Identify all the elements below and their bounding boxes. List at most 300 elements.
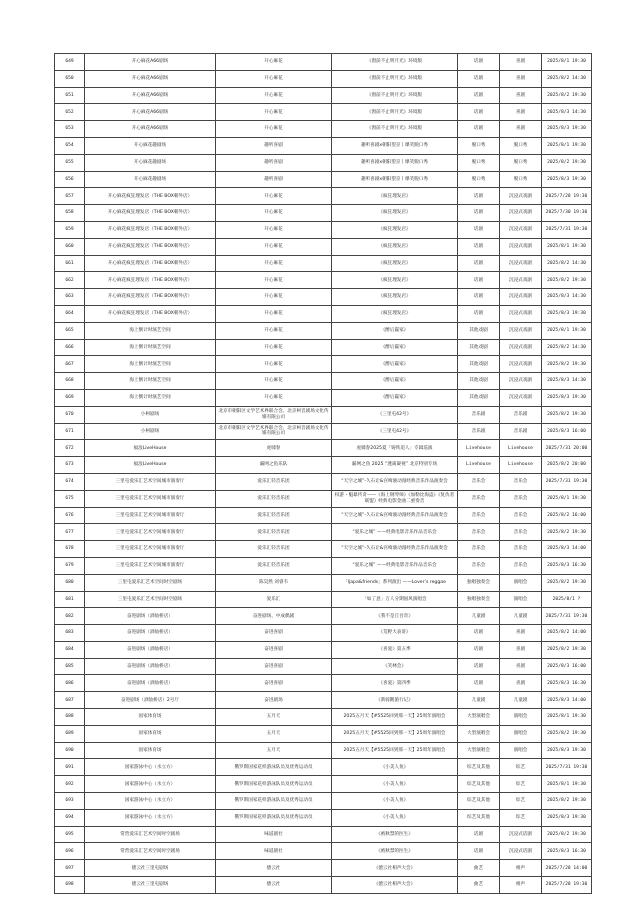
cell-row-number: 671: [55, 423, 85, 440]
cell-subcategory: 相声: [500, 877, 542, 894]
cell-show-time: 2025/8/3 19:30: [542, 389, 592, 406]
cell-organizer: 俄罗斯国家花样游泳队员及优秀运动员: [216, 759, 332, 776]
cell-category: 话剧: [458, 641, 500, 658]
cell-program-title: 趣听喜剧x朝阳望京丨爆笑脱口秀: [332, 171, 458, 188]
cell-organizer: 开心麻花: [216, 188, 332, 205]
cell-program-title: 《窗前不止明月光》环境版: [332, 54, 458, 71]
cell-subcategory: 沉浸式戏剧: [500, 289, 542, 306]
cell-organizer: 爱乐汇轻音乐团: [216, 473, 332, 490]
cell-show-time: 2025/8/3 16:30: [542, 557, 592, 574]
cell-row-number: 678: [55, 541, 85, 558]
table-row: [55, 389, 592, 406]
performance-table: [54, 53, 592, 894]
cell-venue: 三里屯爱乐汇艺术空间时空剧场: [85, 591, 216, 608]
table-row: [55, 137, 592, 154]
cell-program-title: 《我不是丘吾奇》: [332, 608, 458, 625]
cell-subcategory: 喜剧: [500, 641, 542, 658]
cell-venue: 三里屯爱乐汇艺术空间城市演奏厅: [85, 507, 216, 524]
cell-venue: 开心麻花趣剧场: [85, 154, 216, 171]
cell-venue: 国家游泳中心（水立方）: [85, 793, 216, 810]
cell-show-time: 2025/8/1 19:30: [542, 54, 592, 71]
table-row: [55, 759, 592, 776]
cell-subcategory: 演唱会: [500, 742, 542, 759]
performance-table-body: [55, 54, 592, 894]
table-row: [55, 54, 592, 71]
cell-subcategory: 喜剧: [500, 658, 542, 675]
cell-subcategory: 演唱会: [500, 725, 542, 742]
cell-show-time: 2025/8/2 14:30: [542, 255, 592, 272]
cell-category: 话剧: [458, 104, 500, 121]
table-row: [55, 356, 592, 373]
cell-show-time: 2025/8/3 19:30: [542, 171, 592, 188]
cell-show-time: 2025/8/3 19:30: [542, 742, 592, 759]
cell-subcategory: 脱口秀: [500, 154, 542, 171]
cell-subcategory: 喜剧: [500, 104, 542, 121]
cell-row-number: 691: [55, 759, 85, 776]
cell-show-time: 2025/8/3 19:30: [542, 121, 592, 138]
cell-organizer: 开心麻花: [216, 255, 332, 272]
cell-row-number: 663: [55, 289, 85, 306]
cell-row-number: 696: [55, 843, 85, 860]
cell-category: Livehouse: [458, 440, 500, 457]
cell-row-number: 694: [55, 809, 85, 826]
cell-subcategory: 音乐会: [500, 507, 542, 524]
cell-organizer: 德云社: [216, 860, 332, 877]
cell-venue: 开心麻花A66剧场: [85, 54, 216, 71]
cell-subcategory: 综艺: [500, 776, 542, 793]
cell-organizer: 爱乐汇: [216, 591, 332, 608]
cell-show-time: 2025/7/31 19:30: [542, 221, 592, 238]
cell-organizer: 爱乐汇轻音乐团: [216, 507, 332, 524]
cell-organizer: 开心麻花: [216, 389, 332, 406]
table-row: [55, 205, 592, 222]
cell-row-number: 680: [55, 574, 85, 591]
cell-organizer: 味道剧社: [216, 826, 332, 843]
cell-venue: 三里屯爱乐汇艺术空间城市演奏厅: [85, 490, 216, 507]
cell-subcategory: 儿童剧: [500, 608, 542, 625]
cell-venue: 开心麻花A66剧场: [85, 104, 216, 121]
cell-program-title: 《疯狂理发店》: [332, 188, 458, 205]
cell-program-title: 《窗前不止明月光》环境版: [332, 70, 458, 87]
cell-program-title: 《荒野大表哥》: [332, 625, 458, 642]
cell-organizer: 俄罗斯国家花样游泳队员及优秀运动员: [216, 809, 332, 826]
cell-organizer: 开心麻花: [216, 339, 332, 356]
cell-organizer: 五月天: [216, 709, 332, 726]
cell-category: 话剧: [458, 289, 500, 306]
cell-venue: 三里屯爱乐汇艺术空间城市演奏厅: [85, 557, 216, 574]
cell-organizer: 北京市朝阳区文学艺术界联合会、北京柯音剧场文化传媒有限公司: [216, 423, 332, 440]
table-row: [55, 473, 592, 490]
cell-subcategory: 沉浸式戏剧: [500, 238, 542, 255]
cell-organizer: 开心麻花: [216, 221, 332, 238]
cell-program-title: 《喜爱》第五季: [332, 641, 458, 658]
cell-show-time: 2025/8/2 14:30: [542, 70, 592, 87]
cell-program-title: 《疯狂理发店》: [332, 289, 458, 306]
cell-program-title: 《被秋禁的医生》: [332, 843, 458, 860]
cell-category: 儿童剧: [458, 692, 500, 709]
cell-organizer: 开心麻花: [216, 104, 332, 121]
cell-program-title: 《笑林会》: [332, 658, 458, 675]
cell-program-title: “天空之城”-久石让&宫崎骏动漫经典音乐作品演奏会: [332, 541, 458, 558]
table-row: [55, 877, 592, 894]
cell-show-time: 2025/8/3 19:30: [542, 809, 592, 826]
cell-show-time: 2025/7/31 19:30: [542, 759, 592, 776]
cell-venue: 海上倒计时演艺空间: [85, 356, 216, 373]
cell-show-time: 2025/8/3 16:00: [542, 423, 592, 440]
cell-organizer: 漏网之鱼乐队: [216, 457, 332, 474]
cell-row-number: 653: [55, 121, 85, 138]
cell-venue: 三里屯爱乐汇艺术空间时空剧场: [85, 574, 216, 591]
cell-category: 其他戏剧: [458, 339, 500, 356]
cell-show-time: 2025/8/3 14:30: [542, 104, 592, 121]
cell-program-title: 2025五月天【#5525回到那一天】25周年演唱会: [332, 742, 458, 759]
cell-category: 音乐剧: [458, 423, 500, 440]
cell-venue: 开心麻花疯狂理发店（THE BOX朝外店）: [85, 305, 216, 322]
cell-program-title: 权游・魁暴传奇——《海上钢琴师》《加勒比海盗》《复仇者联盟》经典电影金曲二重奏音: [332, 490, 458, 507]
cell-venue: 奋进剧场（酒仙桥店）: [85, 625, 216, 642]
cell-organizer: 德云社: [216, 877, 332, 894]
cell-venue: 开心麻花A66剧场: [85, 87, 216, 104]
cell-organizer: 趣听喜剧: [216, 154, 332, 171]
cell-program-title: 《醉后赢家》: [332, 373, 458, 390]
cell-venue: 开心麻花A66剧场: [85, 70, 216, 87]
table-row: [55, 843, 592, 860]
cell-row-number: 660: [55, 238, 85, 255]
cell-program-title: 《醉后赢家》: [332, 389, 458, 406]
cell-category: 音乐会: [458, 541, 500, 558]
cell-venue: 开心麻花疯狂理发店（THE BOX朝外店）: [85, 238, 216, 255]
cell-row-number: 652: [55, 104, 85, 121]
table-row: [55, 591, 592, 608]
cell-show-time: 2025/8/3 14:30: [542, 373, 592, 390]
cell-organizer: 趣听喜剧: [216, 137, 332, 154]
table-row: [55, 272, 592, 289]
cell-subcategory: 音乐会: [500, 541, 542, 558]
cell-organizer: 虎啸春: [216, 440, 332, 457]
table-row: [55, 87, 592, 104]
cell-show-time: 2025/8/2 19:30: [542, 406, 592, 423]
cell-show-time: 2025/8/1 ?: [542, 591, 592, 608]
cell-category: 大型演唱会: [458, 709, 500, 726]
cell-venue: 小柯剧场: [85, 406, 216, 423]
cell-row-number: 669: [55, 389, 85, 406]
cell-show-time: 2025/8/2 16:00: [542, 507, 592, 524]
cell-category: 其他戏剧: [458, 389, 500, 406]
cell-row-number: 670: [55, 406, 85, 423]
cell-row-number: 667: [55, 356, 85, 373]
cell-organizer: 俄罗斯国家花样游泳队员及优秀运动员: [216, 776, 332, 793]
cell-subcategory: 音乐剧: [500, 423, 542, 440]
cell-category: 音乐会: [458, 524, 500, 541]
cell-category: 话剧: [458, 305, 500, 322]
cell-row-number: 687: [55, 692, 85, 709]
cell-venue: 开心麻花A66剧场: [85, 121, 216, 138]
cell-subcategory: 沉浸式话剧: [500, 826, 542, 843]
cell-venue: 奋进剧场（酒仙桥店）: [85, 608, 216, 625]
cell-row-number: 685: [55, 658, 85, 675]
cell-subcategory: 沉浸式戏剧: [500, 389, 542, 406]
cell-show-time: 2025/8/2 19:30: [542, 641, 592, 658]
cell-row-number: 688: [55, 709, 85, 726]
cell-venue: 海上倒计时演艺空间: [85, 373, 216, 390]
cell-program-title: “天空之城”-久石让&宫崎骏动漫经典音乐作品演奏会: [332, 507, 458, 524]
cell-subcategory: 沉浸式戏剧: [500, 272, 542, 289]
cell-program-title: 《被秋禁的医生》: [332, 826, 458, 843]
cell-organizer: 爱乐汇轻音乐团: [216, 541, 332, 558]
cell-show-time: 2025/8/1 19:30: [542, 490, 592, 507]
table-row: [55, 322, 592, 339]
table-row: [55, 457, 592, 474]
cell-organizer: 爱乐汇轻音乐团: [216, 557, 332, 574]
table-row: [55, 608, 592, 625]
cell-venue: 开心麻花趣剧场: [85, 137, 216, 154]
cell-show-time: 2025/8/2 20:00: [542, 457, 592, 474]
cell-program-title: 趣听喜剧x朝阳望京丨爆笑脱口秀: [332, 137, 458, 154]
cell-venue: 常营爱乐汇艺术空间时空剧场: [85, 843, 216, 860]
table-row: [55, 238, 592, 255]
cell-program-title: 2025五月天【#5525回到那一天】25周年演唱会: [332, 709, 458, 726]
cell-program-title: 虎啸春2025夏「铸铁追人」专辑巡演: [332, 440, 458, 457]
cell-venue: 奋进剧场（酒仙桥店）: [85, 675, 216, 692]
cell-row-number: 677: [55, 524, 85, 541]
cell-program-title: 《醉后赢家》: [332, 339, 458, 356]
cell-venue: 开心麻花疯狂理发店（THE BOX朝外店）: [85, 205, 216, 222]
table-row: [55, 793, 592, 810]
table-row: [55, 188, 592, 205]
cell-category: 其他戏剧: [458, 373, 500, 390]
cell-venue: 国家游泳中心（水立方）: [85, 809, 216, 826]
cell-row-number: 692: [55, 776, 85, 793]
cell-category: 综艺及其他: [458, 776, 500, 793]
table-row: [55, 541, 592, 558]
cell-show-time: 2025/8/1 19:30: [542, 322, 592, 339]
table-row: [55, 742, 592, 759]
table-row: [55, 625, 592, 642]
cell-category: 综艺及其他: [458, 793, 500, 810]
cell-venue: 福浪LiveHouse: [85, 440, 216, 457]
table-row: [55, 104, 592, 121]
cell-organizer: 奋进喜剧: [216, 625, 332, 642]
cell-row-number: 657: [55, 188, 85, 205]
cell-venue: 海上倒计时演艺空间: [85, 322, 216, 339]
cell-subcategory: 沉浸式戏剧: [500, 221, 542, 238]
cell-row-number: 674: [55, 473, 85, 490]
cell-subcategory: 沉浸式戏剧: [500, 188, 542, 205]
table-row: [55, 809, 592, 826]
cell-category: 话剧: [458, 54, 500, 71]
cell-organizer: 俄罗斯国家花样游泳队员及优秀运动员: [216, 793, 332, 810]
cell-program-title: 《小美人鱼》: [332, 793, 458, 810]
cell-show-time: 2025/8/2 14:30: [542, 339, 592, 356]
cell-organizer: 开心麻花: [216, 121, 332, 138]
table-row: [55, 658, 592, 675]
cell-organizer: 奋进剧场: [216, 692, 332, 709]
cell-subcategory: 演唱会: [500, 591, 542, 608]
cell-row-number: 683: [55, 625, 85, 642]
cell-show-time: 2025/8/2 14:00: [542, 625, 592, 642]
cell-subcategory: 沉浸式戏剧: [500, 356, 542, 373]
table-row: [55, 171, 592, 188]
cell-organizer: 开心麻花: [216, 373, 332, 390]
cell-program-title: 「ljapa&friends」系列演出 ——Lover’s reggae: [332, 574, 458, 591]
cell-subcategory: 演唱会: [500, 574, 542, 591]
cell-organizer: 开心麻花: [216, 87, 332, 104]
cell-subcategory: 音乐会: [500, 473, 542, 490]
cell-program-title: 《德云社相声大会》: [332, 860, 458, 877]
cell-row-number: 676: [55, 507, 85, 524]
cell-program-title: 《疯狂理发店》: [332, 255, 458, 272]
cell-program-title: 《三里屯42号》: [332, 406, 458, 423]
cell-program-title: 《喜爱》第四季: [332, 675, 458, 692]
table-row: [55, 574, 592, 591]
table-row: [55, 860, 592, 877]
cell-category: 话剧: [458, 121, 500, 138]
cell-program-title: 《醉后赢家》: [332, 356, 458, 373]
cell-show-time: 2025/7/28 19:30: [542, 877, 592, 894]
table-row: [55, 289, 592, 306]
cell-subcategory: 喜剧: [500, 87, 542, 104]
cell-organizer: 开心麻花: [216, 238, 332, 255]
cell-row-number: 662: [55, 272, 85, 289]
table-row: [55, 709, 592, 726]
cell-subcategory: 音乐会: [500, 524, 542, 541]
cell-show-time: 2025/7/28 14:00: [542, 860, 592, 877]
cell-venue: 常营爱乐汇艺术空间时空剧场: [85, 826, 216, 843]
cell-subcategory: 喜剧: [500, 121, 542, 138]
table-row: [55, 557, 592, 574]
cell-category: 话剧: [458, 87, 500, 104]
cell-row-number: 690: [55, 742, 85, 759]
cell-row-number: 661: [55, 255, 85, 272]
cell-category: 独唱独奏会: [458, 574, 500, 591]
cell-subcategory: 喜剧: [500, 675, 542, 692]
cell-subcategory: 沉浸式戏剧: [500, 305, 542, 322]
cell-category: 话剧: [458, 238, 500, 255]
cell-subcategory: 沉浸式戏剧: [500, 322, 542, 339]
cell-row-number: 681: [55, 591, 85, 608]
table-row: [55, 373, 592, 390]
cell-row-number: 656: [55, 171, 85, 188]
cell-subcategory: 脱口秀: [500, 137, 542, 154]
cell-program-title: 《窗前不止明月光》环境版: [332, 104, 458, 121]
table-row: [55, 524, 592, 541]
cell-show-time: 2025/8/2 19:30: [542, 574, 592, 591]
cell-subcategory: 喜剧: [500, 54, 542, 71]
cell-organizer: 奋进喜剧: [216, 641, 332, 658]
cell-subcategory: 音乐会: [500, 490, 542, 507]
cell-organizer: 开心麻花: [216, 305, 332, 322]
cell-category: 音乐会: [458, 557, 500, 574]
cell-category: 独唱独奏会: [458, 591, 500, 608]
cell-show-time: 2025/8/2 19:30: [542, 793, 592, 810]
cell-program-title: 《疯狂理发店》: [332, 272, 458, 289]
cell-program-title: 《新骑鹅旅行记》: [332, 692, 458, 709]
cell-show-time: 2025/8/3 14:00: [542, 692, 592, 709]
cell-subcategory: 综艺: [500, 809, 542, 826]
cell-program-title: 《疯狂理发店》: [332, 305, 458, 322]
cell-program-title: 漏网之鱼 2025 “透离凝视” 北京特别专场: [332, 457, 458, 474]
cell-row-number: 697: [55, 860, 85, 877]
cell-organizer: 奋进喜剧: [216, 658, 332, 675]
table-row: [55, 305, 592, 322]
cell-show-time: 2025/7/31 19:30: [542, 473, 592, 490]
cell-venue: 小柯剧场: [85, 423, 216, 440]
cell-category: 综艺及其他: [458, 809, 500, 826]
cell-show-time: 2025/8/2 19:30: [542, 826, 592, 843]
cell-category: 其他戏剧: [458, 356, 500, 373]
cell-subcategory: 综艺: [500, 793, 542, 810]
table-row: [55, 692, 592, 709]
cell-show-time: 2025/8/1 19:30: [542, 709, 592, 726]
cell-show-time: 2025/8/3 16:30: [542, 843, 592, 860]
table-row: [55, 725, 592, 742]
cell-show-time: 2025/8/2 19:30: [542, 725, 592, 742]
cell-category: 话剧: [458, 188, 500, 205]
cell-category: Livehouse: [458, 457, 500, 474]
cell-venue: 三里屯爱乐汇艺术空间城市演奏厅: [85, 473, 216, 490]
cell-category: 曲艺: [458, 860, 500, 877]
cell-row-number: 698: [55, 877, 85, 894]
cell-category: 话剧: [458, 221, 500, 238]
cell-row-number: 679: [55, 557, 85, 574]
cell-category: 话剧: [458, 272, 500, 289]
cell-row-number: 664: [55, 305, 85, 322]
cell-program-title: 《窗前不止明月光》环境版: [332, 121, 458, 138]
cell-row-number: 659: [55, 221, 85, 238]
cell-category: 大型演唱会: [458, 725, 500, 742]
cell-show-time: 2025/8/1 19:30: [542, 776, 592, 793]
cell-subcategory: 沉浸式戏剧: [500, 339, 542, 356]
cell-program-title: 趣听喜剧x朝阳望京丨爆笑脱口秀: [332, 154, 458, 171]
table-row: [55, 641, 592, 658]
cell-category: 脱口秀: [458, 137, 500, 154]
cell-show-time: 2025/8/2 19:30: [542, 87, 592, 104]
cell-show-time: 2025/7/28 19:30: [542, 188, 592, 205]
cell-venue: 德云社三里屯剧场: [85, 877, 216, 894]
cell-category: 话剧: [458, 675, 500, 692]
cell-show-time: 2025/7/30 19:30: [542, 205, 592, 222]
cell-category: 话剧: [458, 205, 500, 222]
cell-venue: 海上倒计时演艺空间: [85, 339, 216, 356]
cell-row-number: 693: [55, 793, 85, 810]
cell-organizer: 奋进剧场、中成偶剧: [216, 608, 332, 625]
cell-category: 音乐会: [458, 490, 500, 507]
cell-row-number: 673: [55, 457, 85, 474]
cell-row-number: 682: [55, 608, 85, 625]
cell-row-number: 658: [55, 205, 85, 222]
cell-organizer: 开心麻花: [216, 322, 332, 339]
cell-program-title: 「如了意」万人分期国风演唱会: [332, 591, 458, 608]
cell-venue: 海上倒计时演艺空间: [85, 389, 216, 406]
cell-show-time: 2025/8/2 19:30: [542, 272, 592, 289]
cell-subcategory: 相声: [500, 860, 542, 877]
cell-subcategory: 喜剧: [500, 625, 542, 642]
cell-program-title: 《疯狂理发店》: [332, 238, 458, 255]
cell-organizer: 爱乐汇轻音乐团: [216, 490, 332, 507]
cell-organizer: 开心麻花: [216, 205, 332, 222]
table-row: [55, 507, 592, 524]
cell-organizer: 开心麻花: [216, 356, 332, 373]
cell-organizer: 北京市朝阳区文学艺术界联合会、北京柯音剧场文化传媒有限公司: [216, 406, 332, 423]
cell-subcategory: 沉浸式戏剧: [500, 373, 542, 390]
cell-venue: 国家游泳中心（水立方）: [85, 759, 216, 776]
cell-category: 话剧: [458, 255, 500, 272]
cell-show-time: 2025/8/1 19:30: [542, 137, 592, 154]
cell-row-number: 665: [55, 322, 85, 339]
cell-program-title: 2025五月天【#5525回到那一天】25周年演唱会: [332, 725, 458, 742]
cell-venue: 三里屯爱乐汇艺术空间城市演奏厅: [85, 524, 216, 541]
cell-program-title: 《小美人鱼》: [332, 776, 458, 793]
